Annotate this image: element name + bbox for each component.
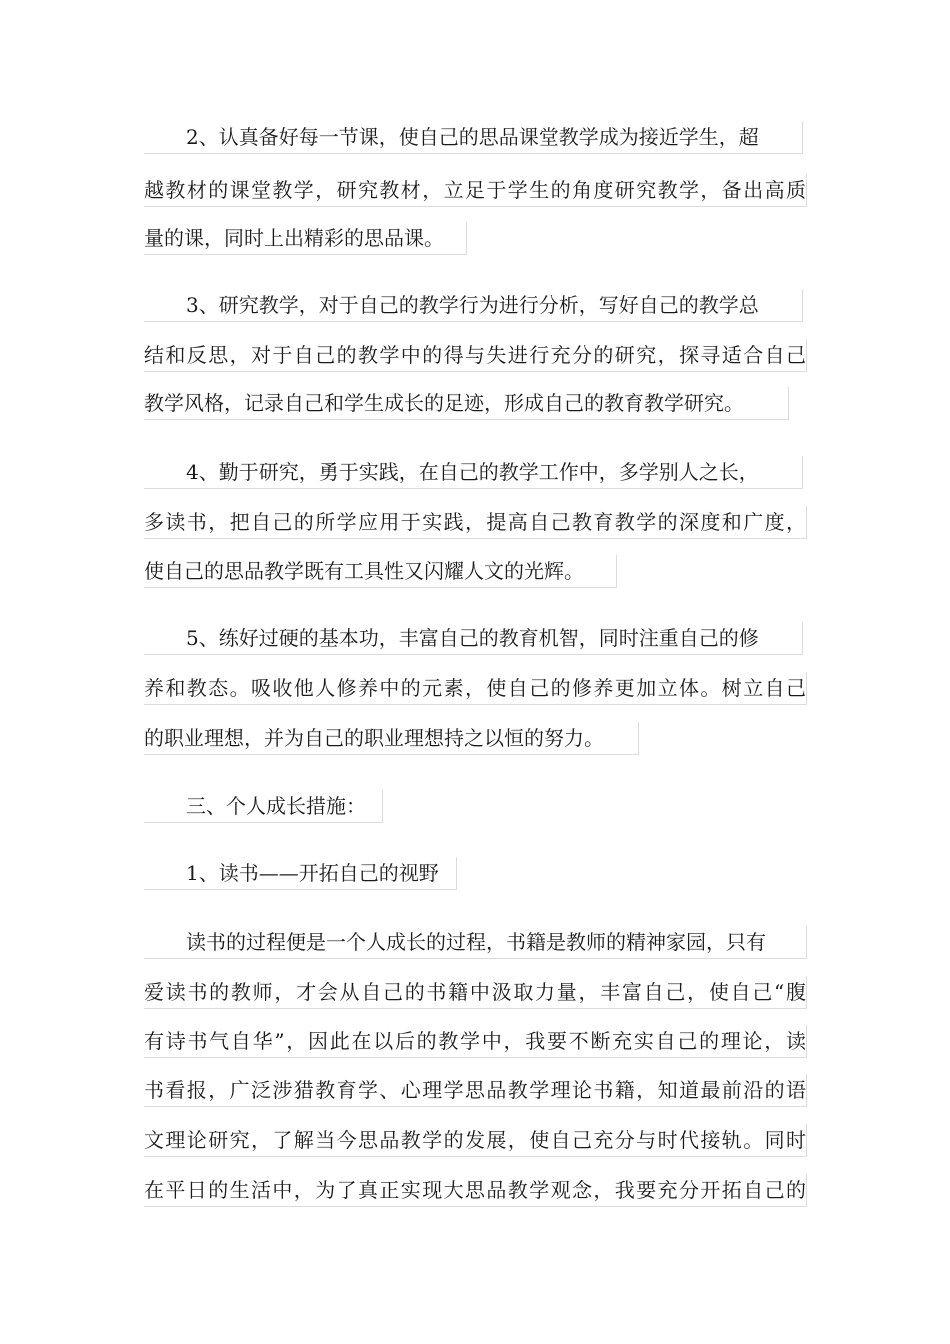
paragraph-3-line-3: 使自己的思品教学既有工具性又闪耀人文的光辉。: [144, 555, 617, 588]
paragraph-reading-line-4: 书看报，广泛涉猎教育学、心理学思品教学理论书籍，知道最前沿的语: [144, 1074, 807, 1107]
paragraph-1-line-3: 量的课，同时上出精彩的思品课。: [144, 222, 467, 255]
paragraph-1-line-2: 越教材的课堂教学，研究教材，立足于学生的角度研究教学，备出高质: [144, 174, 807, 207]
subheading-reading: 1、读书——开拓自己的视野: [144, 857, 457, 890]
paragraph-reading-line-1: 读书的过程便是一个人成长的过程，书籍是教师的精神家园，只有: [144, 926, 807, 959]
paragraph-2-line-3: 教学风格，记录自己和学生成长的足迹，形成自己的教育教学研究。: [144, 387, 789, 420]
paragraph-2-line-2: 结和反思，对于自己的教学中的得与失进行充分的研究，探寻适合自己: [144, 339, 807, 372]
paragraph-4-line-1: 5、练好过硬的基本功，丰富自己的教育机智，同时注重自己的修: [144, 622, 803, 655]
paragraph-3-line-2: 多读书，把自己的所学应用于实践，提高自己教育教学的深度和广度，: [144, 506, 807, 539]
paragraph-reading-line-2: 爱读书的教师，才会从自己的书籍中汲取力量，丰富自己，使自己“腹: [144, 976, 807, 1009]
paragraph-3-line-1: 4、勤于研究，勇于实践，在自己的教学工作中，多学别人之长，: [144, 456, 803, 489]
paragraph-2-line-1: 3、研究教学，对于自己的教学行为进行分析，写好自己的教学总: [144, 289, 803, 322]
paragraph-4-line-2: 养和教态。吸收他人修养中的元素，使自己的修养更加立体。树立自己: [144, 672, 807, 705]
paragraph-reading-line-3: 有诗书气自华”，因此在以后的教学中，我要不断充实自己的理论，读: [144, 1025, 807, 1058]
paragraph-reading-line-6: 在平日的生活中，为了真正实现大思品教学观念，我要充分开拓自己的: [144, 1174, 807, 1207]
paragraph-reading-line-5: 文理论研究，了解当今思品教学的发展，使自己充分与时代接轨。同时: [144, 1124, 807, 1157]
section-heading-growth-measures: 三、个人成长措施：: [144, 790, 383, 823]
paragraph-1-line-1: 2、认真备好每一节课，使自己的思品课堂教学成为接近学生，超: [144, 121, 803, 154]
paragraph-4-line-3: 的职业理想，并为自己的职业理想持之以恒的努力。: [144, 722, 639, 755]
